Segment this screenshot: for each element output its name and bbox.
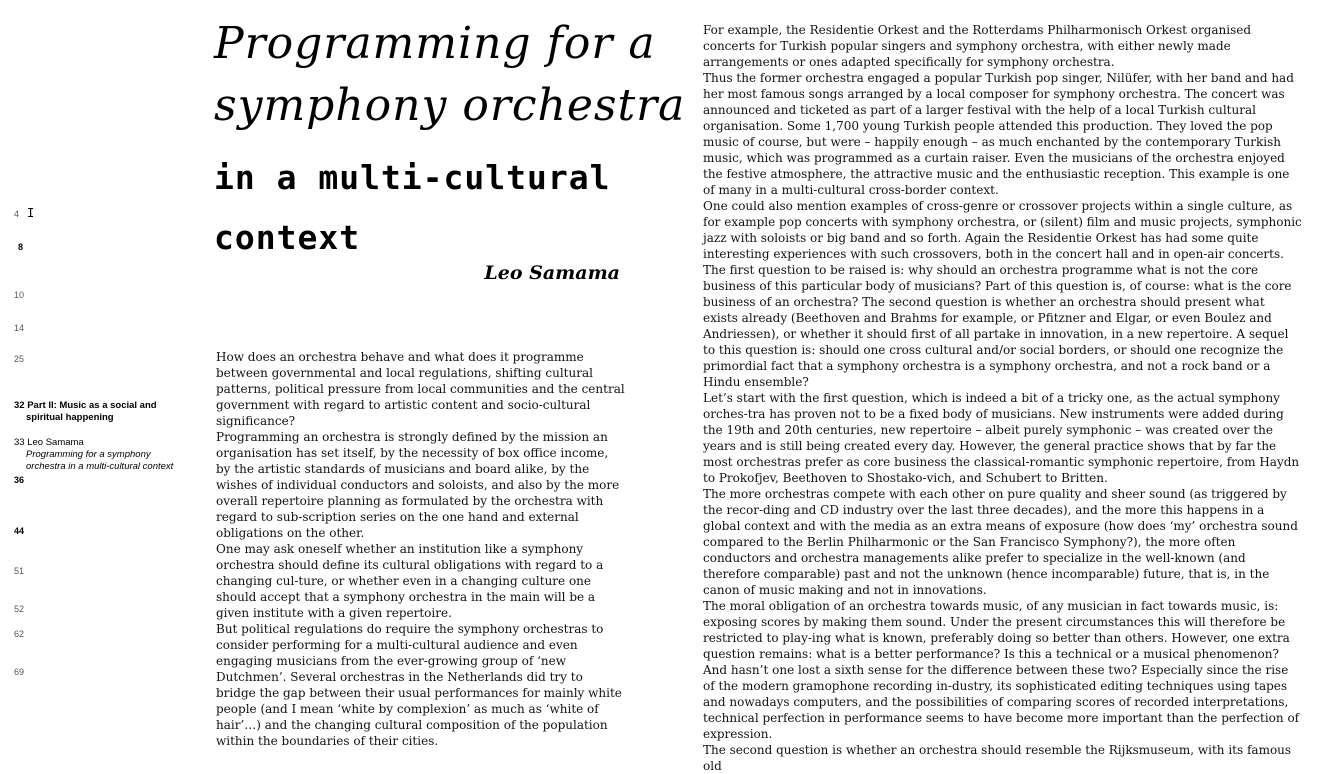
toc-page-number: 44: [14, 526, 25, 536]
paragraph: Programming an orchestra is strongly defined by the mission an organisation has set itself, by the necessity of box office income, by the artistic standards of musicians and board alike, by the wishes of individual conductors and soloists, and also by the more overall repertoire planning as formulated by the orchestra with regard to sub-scription series on the one hand and external obligations on the other.: [216, 430, 620, 540]
body-column-right: [703, 22, 1303, 774]
title-line-1: Programming for a: [214, 18, 656, 69]
paragraph: The more orchestras compete with each other on pure quality and sheer sound (as triggered by the recor-ding and CD industry over the last three decades), and the more this happens in a global context and with the media as an extra means of exposure (how does ‘my’ orchestra sound compared to the Berlin Philharmonic or the San Francisco Symphony?), the more often conductors and orchestra managements alike prefer to specialize in the well-known (and therefore comparable) past and not the unknown (hence incomparable) future, that is, in the canon of music making and not in innovations.: [703, 487, 1298, 597]
toc-part-heading[interactable]: [14, 400, 199, 424]
toc-page-number: 4: [14, 209, 20, 219]
paragraph: The moral obligation of an orchestra towards music, of any musician in fact towards music, is: exposing scores by making them sound. Under the present circumstances this will therefore be restricted to play-ing what is known, preferably doing so better than others. However, one extra question remains: what is a better performance? Is this a technical or a musical phenomenon? And hasn’t one lost a sixth sense for the difference between these two? Especially since the rise of the modern gramophone recording in-dustry, its sophisticated editing techniques using tapes and nowadays computers, and the possibilities of comparing scores of recorded interpretations, technical perfection in performance seems to have become more important than the perfection of expression.: [703, 599, 1300, 741]
paragraph: Let’s start with the first question, which is indeed a bit of a tricky one, as the actual symphony orches-tra has proven not to be a fixed body of musicians. New instruments were added during the 19th and 20th centuries, new repertoire – albeit purely symphonic – was created over the years and is still being created every day. However, the general practice shows that by far the most orchestras prefer as core business the classical-romantic symphonic repertoire, from Haydn to Prokofjev, Beethoven to Shostako-vich, and Schubert to Britten.: [703, 391, 1300, 485]
toc-page-number: 51: [14, 566, 25, 576]
toc-entry-current[interactable]: [14, 437, 199, 473]
paragraph: How does an orchestra behave and what does it programme between governmental and local regulations, shifting cultural patterns, political pressure from local communities and the central government with regard to artistic content and socio-cultural significance?: [216, 350, 625, 428]
paragraph: The second question is whether an orchestra should resemble the Rijksmuseum, with its famous old: [703, 743, 1292, 773]
toc-page-number: 69: [14, 667, 25, 677]
paragraph: One could also mention examples of cross-genre or crossover projects within a single culture, as for example pop concerts with symphony orchestra, or (silent) film and music projects, symphonic jazz with soloists or big band and so forth. Again the Residentie Orkest has had some quite interesting experiences with such crossovers, both in the concert hall and in open-air concerts. The first question to be raised is: why should an orchestra programme what is not the core business of this particular body of musicians? Part of this question is, of course: what is the core business of an orchestra? The second question is whether an orchestra should present what exists already (Beethoven and Brahms for example, or Pfitzner and Elgar, or even Boulez and Andriessen), or whether it should first of all partake in innovation, in a new repertoire. A sequel to this question is: should one cross cultural and/or social borders, or should one recognize the primordial fact that a symphony orchestra is a symphony orchestra, and not a rock band or a Hindu ensemble?: [703, 199, 1302, 389]
paragraph: One may ask oneself whether an institution like a symphony orchestra should define its cultural obligations with regard to a changing cul-ture, or whether even in a changing culture one should accept that a symphony orchestra in the main will be a given institute with a given repertoire.: [216, 542, 604, 620]
title-line-4: context: [214, 218, 361, 257]
toc-part-number: 32: [14, 400, 25, 411]
toc-page-number: 8: [18, 242, 24, 252]
toc-page-number: 14: [14, 323, 25, 333]
paragraph: For example, the Residentie Orkest and the Rotterdams Philharmonisch Orkest organised concerts for Turkish popular singers and symphony orchestra, with either newly made arrangements or ones adapted specifically for symphony orchestra.: [703, 23, 1252, 69]
toc-entry-number: 33: [14, 437, 25, 448]
toc-page-number: 25: [14, 354, 25, 364]
paragraph: Thus the former orchestra engaged a popular Turkish pop singer, Nilüfer, with her band and had her most famous songs arranged by a local composer for symphony orchestra. The concert was announced and ticketed as part of a larger festival with the help of a local Turkish cultural organisation. Some 1,700 young Turkish people attended this production. They loved the pop music of course, but were – happily enough – as much enchanted by the contemporary Turkish music, which was programmed as a curtain raiser. Even the musicians of the orchestra enjoyed the festive atmosphere, the attractive music and the enthusiastic reception. This example is one of many in a multi-cultural cross-border context.: [703, 71, 1294, 197]
toc-page-number: 62: [14, 629, 25, 639]
toc-entry-title-1: Programming for a symphony: [26, 449, 151, 460]
toc-part-label: Part II: Music as a social and: [27, 400, 157, 411]
toc-page-number: 52: [14, 604, 25, 614]
text-cursor-icon: I: [27, 206, 35, 220]
paragraph: But political regulations do require the symphony orchestras to consider performing for a multi-cultural audience and even engaging musicians from the ever-growing group of ‘new Dutchmen’. Several orchestras in the Netherlands did try to bridge the gap between their usual performances for mainly white people (and I mean ‘white by complexion’ as much as ‘white of hair’…) and the changing cultural composition of the population within the boundaries of their cities.: [216, 622, 622, 748]
body-column-left: [216, 349, 626, 749]
article-author: Leo Samama: [484, 262, 620, 284]
toc-sidebar: [0, 0, 200, 740]
toc-part-label-2: spiritual happening: [26, 412, 114, 423]
toc-entry-author: Leo Samama: [27, 437, 84, 448]
title-line-2: symphony orchestra: [214, 80, 686, 131]
toc-entry-title-2: orchestra in a multi-cultural context: [26, 461, 174, 472]
toc-page-number: 10: [14, 290, 25, 300]
title-line-3: in a multi-cultural: [214, 158, 611, 197]
toc-page-number: 36: [14, 475, 25, 485]
